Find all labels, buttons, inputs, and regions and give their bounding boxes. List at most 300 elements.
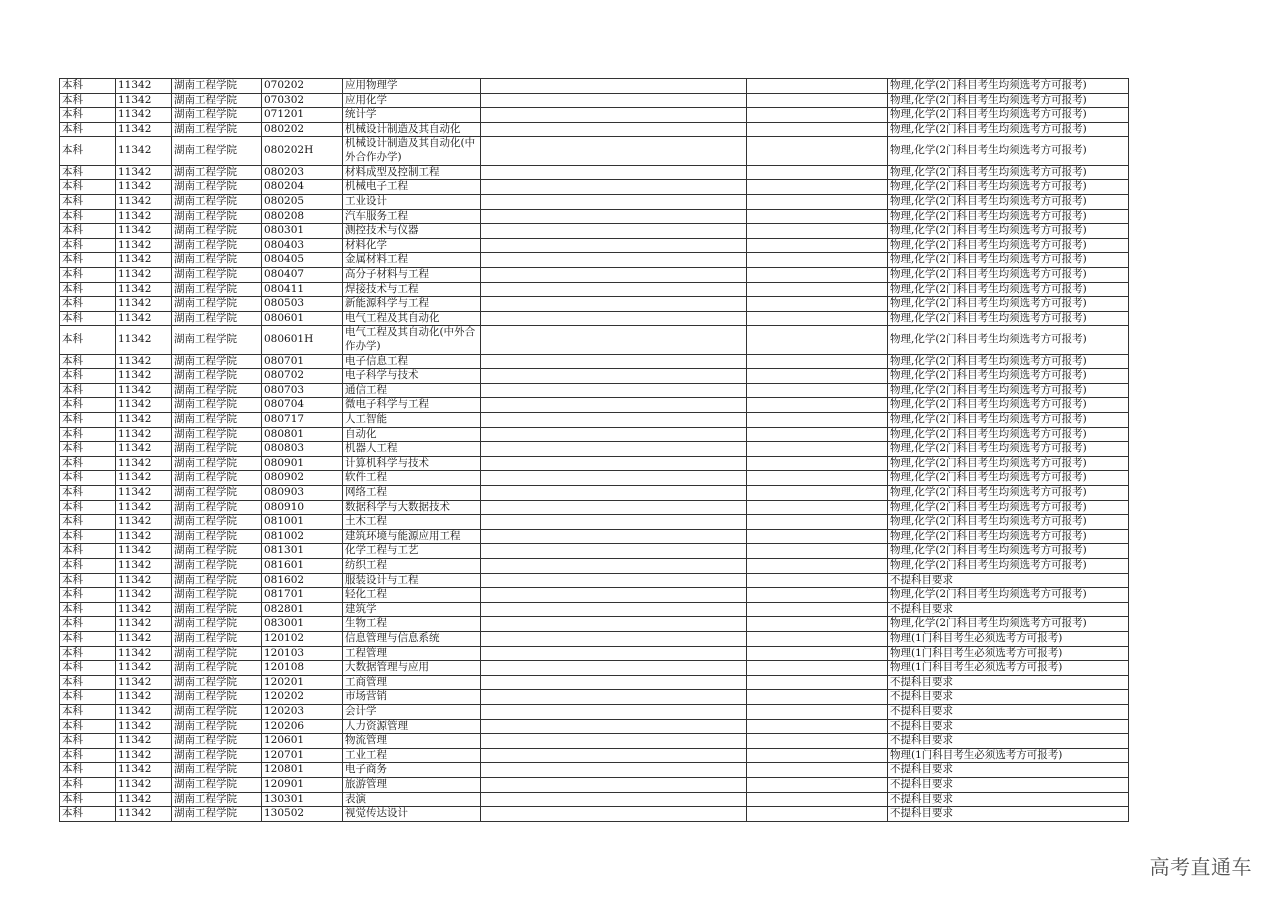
school-name-cell: 湖南工程学院: [172, 456, 262, 471]
subject-requirement-cell: 物理,化学(2门科目考生均须选考方可报考): [888, 165, 1129, 180]
table-row: [60, 354, 1129, 369]
table-row: [60, 734, 1129, 749]
major-code-cell: 080204: [262, 180, 343, 195]
blank-cell: [747, 792, 888, 807]
school-code-cell: 11342: [116, 108, 172, 123]
school-name-cell: 湖南工程学院: [172, 383, 262, 398]
school-code-cell: 11342: [116, 180, 172, 195]
blank-cell: [747, 108, 888, 123]
subject-requirement-cell: 物理,化学(2门科目考生均须选考方可报考): [888, 471, 1129, 486]
school-code-cell: 11342: [116, 282, 172, 297]
subject-requirement-cell: 物理,化学(2门科目考生均须选考方可报考): [888, 108, 1129, 123]
major-code-cell: 120901: [262, 777, 343, 792]
school-name-cell: 湖南工程学院: [172, 734, 262, 749]
table-row: [60, 253, 1129, 268]
level-cell: 本科: [60, 238, 116, 253]
school-name-cell: 湖南工程学院: [172, 224, 262, 239]
table-row: [60, 661, 1129, 676]
blank-cell: [481, 137, 747, 165]
major-name-cell: 机械电子工程: [343, 180, 481, 195]
major-code-cell: 080703: [262, 383, 343, 398]
major-code-cell: 070302: [262, 93, 343, 108]
school-name-cell: 湖南工程学院: [172, 500, 262, 515]
major-code-cell: 081301: [262, 544, 343, 559]
level-cell: 本科: [60, 253, 116, 268]
major-code-cell: 080717: [262, 413, 343, 428]
blank-cell: [481, 209, 747, 224]
school-code-cell: 11342: [116, 704, 172, 719]
school-name-cell: 湖南工程学院: [172, 675, 262, 690]
blank-cell: [481, 500, 747, 515]
school-name-cell: 湖南工程学院: [172, 807, 262, 822]
table-row: [60, 209, 1129, 224]
blank-cell: [747, 486, 888, 501]
subject-requirement-cell: 物理,化学(2门科目考生均须选考方可报考): [888, 79, 1129, 94]
level-cell: 本科: [60, 646, 116, 661]
level-cell: 本科: [60, 194, 116, 209]
blank-cell: [481, 442, 747, 457]
school-code-cell: 11342: [116, 456, 172, 471]
subject-requirement-cell: 不提科目要求: [888, 734, 1129, 749]
subject-requirement-cell: 不提科目要求: [888, 675, 1129, 690]
level-cell: 本科: [60, 588, 116, 603]
school-code-cell: 11342: [116, 719, 172, 734]
school-code-cell: 11342: [116, 559, 172, 574]
blank-cell: [481, 427, 747, 442]
blank-cell: [747, 267, 888, 282]
table-row: [60, 456, 1129, 471]
major-code-cell: 080903: [262, 486, 343, 501]
school-code-cell: 11342: [116, 777, 172, 792]
blank-cell: [747, 675, 888, 690]
school-code-cell: 11342: [116, 748, 172, 763]
table-row: [60, 165, 1129, 180]
school-code-cell: 11342: [116, 573, 172, 588]
level-cell: 本科: [60, 690, 116, 705]
major-code-cell: 120601: [262, 734, 343, 749]
blank-cell: [481, 253, 747, 268]
school-name-cell: 湖南工程学院: [172, 326, 262, 354]
blank-cell: [481, 661, 747, 676]
level-cell: 本科: [60, 165, 116, 180]
major-name-cell: 生物工程: [343, 617, 481, 632]
table-row: [60, 500, 1129, 515]
subject-requirement-cell: 物理(1门科目考生必须选考方可报考): [888, 631, 1129, 646]
blank-cell: [481, 631, 747, 646]
school-name-cell: 湖南工程学院: [172, 253, 262, 268]
watermark-logo-text: 高考直通车: [1149, 855, 1252, 879]
level-cell: 本科: [60, 369, 116, 384]
level-cell: 本科: [60, 398, 116, 413]
subject-requirement-cell: 物理,化学(2门科目考生均须选考方可报考): [888, 238, 1129, 253]
subject-requirement-cell: 物理(1门科目考生必须选考方可报考): [888, 748, 1129, 763]
school-code-cell: 11342: [116, 617, 172, 632]
level-cell: 本科: [60, 354, 116, 369]
major-code-cell: 120801: [262, 763, 343, 778]
major-code-cell: 080704: [262, 398, 343, 413]
level-cell: 本科: [60, 661, 116, 676]
blank-cell: [747, 442, 888, 457]
school-code-cell: 11342: [116, 675, 172, 690]
school-code-cell: 11342: [116, 734, 172, 749]
school-name-cell: 湖南工程学院: [172, 398, 262, 413]
school-name-cell: 湖南工程学院: [172, 704, 262, 719]
blank-cell: [747, 137, 888, 165]
level-cell: 本科: [60, 267, 116, 282]
major-name-cell: 土木工程: [343, 515, 481, 530]
school-code-cell: 11342: [116, 413, 172, 428]
table-row: [60, 224, 1129, 239]
major-name-cell: 材料化学: [343, 238, 481, 253]
blank-cell: [481, 93, 747, 108]
level-cell: 本科: [60, 559, 116, 574]
table-row: [60, 646, 1129, 661]
level-cell: 本科: [60, 602, 116, 617]
blank-cell: [481, 456, 747, 471]
major-name-cell: 应用物理学: [343, 79, 481, 94]
school-name-cell: 湖南工程学院: [172, 471, 262, 486]
subject-requirement-cell: 物理,化学(2门科目考生均须选考方可报考): [888, 617, 1129, 632]
major-code-cell: 080202H: [262, 137, 343, 165]
table-row: [60, 529, 1129, 544]
major-code-cell: 080405: [262, 253, 343, 268]
level-cell: 本科: [60, 529, 116, 544]
major-code-cell: 120202: [262, 690, 343, 705]
major-name-cell: 工商管理: [343, 675, 481, 690]
level-cell: 本科: [60, 500, 116, 515]
school-code-cell: 11342: [116, 442, 172, 457]
school-code-cell: 11342: [116, 311, 172, 326]
major-code-cell: 080301: [262, 224, 343, 239]
school-code-cell: 11342: [116, 267, 172, 282]
level-cell: 本科: [60, 763, 116, 778]
school-code-cell: 11342: [116, 602, 172, 617]
table-row: [60, 792, 1129, 807]
table-row: [60, 137, 1129, 165]
table-row: [60, 326, 1129, 354]
school-name-cell: 湖南工程学院: [172, 427, 262, 442]
blank-cell: [747, 383, 888, 398]
major-code-cell: 081602: [262, 573, 343, 588]
subject-requirement-cell: 物理,化学(2门科目考生均须选考方可报考): [888, 500, 1129, 515]
subject-requirement-cell: 物理,化学(2门科目考生均须选考方可报考): [888, 456, 1129, 471]
blank-cell: [481, 515, 747, 530]
table-row: [60, 748, 1129, 763]
major-name-cell: 机械设计制造及其自动化(中外合作办学): [343, 137, 481, 165]
blank-cell: [747, 369, 888, 384]
subject-requirement-table: [59, 78, 1129, 822]
subject-requirement-cell: 不提科目要求: [888, 807, 1129, 822]
table-body: [60, 79, 1129, 822]
subject-requirement-cell: 物理,化学(2门科目考生均须选考方可报考): [888, 369, 1129, 384]
table-row: [60, 413, 1129, 428]
blank-cell: [481, 763, 747, 778]
school-code-cell: 11342: [116, 427, 172, 442]
blank-cell: [481, 544, 747, 559]
blank-cell: [747, 763, 888, 778]
school-code-cell: 11342: [116, 137, 172, 165]
subject-requirement-cell: 不提科目要求: [888, 573, 1129, 588]
school-name-cell: 湖南工程学院: [172, 690, 262, 705]
major-code-cell: 083001: [262, 617, 343, 632]
subject-requirement-cell: 物理,化学(2门科目考生均须选考方可报考): [888, 326, 1129, 354]
major-name-cell: 自动化: [343, 427, 481, 442]
subject-requirement-cell: 物理,化学(2门科目考生均须选考方可报考): [888, 253, 1129, 268]
school-name-cell: 湖南工程学院: [172, 311, 262, 326]
level-cell: 本科: [60, 79, 116, 94]
blank-cell: [747, 617, 888, 632]
blank-cell: [747, 79, 888, 94]
blank-cell: [747, 354, 888, 369]
major-name-cell: 测控技术与仪器: [343, 224, 481, 239]
school-name-cell: 湖南工程学院: [172, 544, 262, 559]
subject-requirement-cell: 物理,化学(2门科目考生均须选考方可报考): [888, 354, 1129, 369]
major-code-cell: 080208: [262, 209, 343, 224]
school-name-cell: 湖南工程学院: [172, 180, 262, 195]
major-code-cell: 080203: [262, 165, 343, 180]
major-code-cell: 120201: [262, 675, 343, 690]
blank-cell: [481, 326, 747, 354]
table-row: [60, 559, 1129, 574]
school-name-cell: 湖南工程学院: [172, 588, 262, 603]
subject-requirement-cell: 物理,化学(2门科目考生均须选考方可报考): [888, 194, 1129, 209]
school-code-cell: 11342: [116, 646, 172, 661]
major-name-cell: 会计学: [343, 704, 481, 719]
major-code-cell: 080702: [262, 369, 343, 384]
major-name-cell: 高分子材料与工程: [343, 267, 481, 282]
table-row: [60, 515, 1129, 530]
school-name-cell: 湖南工程学院: [172, 559, 262, 574]
school-name-cell: 湖南工程学院: [172, 79, 262, 94]
school-name-cell: 湖南工程学院: [172, 748, 262, 763]
major-name-cell: 大数据管理与应用: [343, 661, 481, 676]
school-code-cell: 11342: [116, 398, 172, 413]
major-code-cell: 070202: [262, 79, 343, 94]
level-cell: 本科: [60, 807, 116, 822]
major-code-cell: 080601H: [262, 326, 343, 354]
school-name-cell: 湖南工程学院: [172, 282, 262, 297]
major-name-cell: 数据科学与大数据技术: [343, 500, 481, 515]
level-cell: 本科: [60, 122, 116, 137]
blank-cell: [481, 471, 747, 486]
subject-requirement-cell: 物理,化学(2门科目考生均须选考方可报考): [888, 427, 1129, 442]
school-code-cell: 11342: [116, 194, 172, 209]
subject-requirement-cell: 物理,化学(2门科目考生均须选考方可报考): [888, 311, 1129, 326]
school-code-cell: 11342: [116, 529, 172, 544]
blank-cell: [481, 486, 747, 501]
subject-requirement-cell: 物理,化学(2门科目考生均须选考方可报考): [888, 297, 1129, 312]
blank-cell: [747, 209, 888, 224]
major-code-cell: 080601: [262, 311, 343, 326]
major-name-cell: 电气工程及其自动化(中外合作办学): [343, 326, 481, 354]
blank-cell: [747, 559, 888, 574]
table-row: [60, 573, 1129, 588]
blank-cell: [481, 646, 747, 661]
major-code-cell: 080403: [262, 238, 343, 253]
major-name-cell: 统计学: [343, 108, 481, 123]
blank-cell: [481, 398, 747, 413]
blank-cell: [481, 311, 747, 326]
blank-cell: [481, 529, 747, 544]
subject-requirement-cell: 物理,化学(2门科目考生均须选考方可报考): [888, 180, 1129, 195]
table-row: [60, 675, 1129, 690]
major-name-cell: 视觉传达设计: [343, 807, 481, 822]
blank-cell: [481, 297, 747, 312]
blank-cell: [747, 734, 888, 749]
major-name-cell: 工业设计: [343, 194, 481, 209]
major-code-cell: 120701: [262, 748, 343, 763]
blank-cell: [481, 267, 747, 282]
school-name-cell: 湖南工程学院: [172, 413, 262, 428]
blank-cell: [481, 807, 747, 822]
school-name-cell: 湖南工程学院: [172, 777, 262, 792]
blank-cell: [747, 807, 888, 822]
major-code-cell: 130502: [262, 807, 343, 822]
blank-cell: [481, 224, 747, 239]
blank-cell: [481, 165, 747, 180]
school-code-cell: 11342: [116, 690, 172, 705]
subject-requirement-cell: 物理,化学(2门科目考生均须选考方可报考): [888, 588, 1129, 603]
subject-requirement-cell: 物理(1门科目考生必须选考方可报考): [888, 646, 1129, 661]
table-row: [60, 180, 1129, 195]
school-code-cell: 11342: [116, 486, 172, 501]
level-cell: 本科: [60, 209, 116, 224]
level-cell: 本科: [60, 282, 116, 297]
major-name-cell: 建筑学: [343, 602, 481, 617]
blank-cell: [481, 792, 747, 807]
major-code-cell: 080902: [262, 471, 343, 486]
school-name-cell: 湖南工程学院: [172, 661, 262, 676]
subject-requirement-cell: 物理,化学(2门科目考生均须选考方可报考): [888, 442, 1129, 457]
school-code-cell: 11342: [116, 763, 172, 778]
subject-requirement-cell: 物理,化学(2门科目考生均须选考方可报考): [888, 137, 1129, 165]
major-code-cell: 080701: [262, 354, 343, 369]
major-name-cell: 材料成型及控制工程: [343, 165, 481, 180]
school-name-cell: 湖南工程学院: [172, 122, 262, 137]
major-name-cell: 建筑环境与能源应用工程: [343, 529, 481, 544]
major-name-cell: 软件工程: [343, 471, 481, 486]
blank-cell: [747, 456, 888, 471]
school-name-cell: 湖南工程学院: [172, 792, 262, 807]
blank-cell: [747, 602, 888, 617]
school-name-cell: 湖南工程学院: [172, 763, 262, 778]
school-name-cell: 湖南工程学院: [172, 93, 262, 108]
school-code-cell: 11342: [116, 122, 172, 137]
school-name-cell: 湖南工程学院: [172, 194, 262, 209]
table-row: [60, 486, 1129, 501]
school-code-cell: 11342: [116, 165, 172, 180]
table-row: [60, 267, 1129, 282]
blank-cell: [747, 180, 888, 195]
blank-cell: [747, 748, 888, 763]
school-code-cell: 11342: [116, 515, 172, 530]
level-cell: 本科: [60, 675, 116, 690]
blank-cell: [481, 282, 747, 297]
major-code-cell: 081002: [262, 529, 343, 544]
table-row: [60, 282, 1129, 297]
school-name-cell: 湖南工程学院: [172, 442, 262, 457]
table-row: [60, 79, 1129, 94]
level-cell: 本科: [60, 719, 116, 734]
table-row: [60, 807, 1129, 822]
school-code-cell: 11342: [116, 209, 172, 224]
blank-cell: [747, 529, 888, 544]
subject-requirement-cell: 物理,化学(2门科目考生均须选考方可报考): [888, 529, 1129, 544]
blank-cell: [747, 311, 888, 326]
school-name-cell: 湖南工程学院: [172, 515, 262, 530]
school-name-cell: 湖南工程学院: [172, 354, 262, 369]
major-code-cell: 120103: [262, 646, 343, 661]
subject-requirement-cell: 物理,化学(2门科目考生均须选考方可报考): [888, 486, 1129, 501]
blank-cell: [747, 515, 888, 530]
school-name-cell: 湖南工程学院: [172, 646, 262, 661]
blank-cell: [747, 253, 888, 268]
major-code-cell: 081601: [262, 559, 343, 574]
subject-requirement-cell: 物理(1门科目考生必须选考方可报考): [888, 661, 1129, 676]
subject-requirement-cell: 物理,化学(2门科目考生均须选考方可报考): [888, 413, 1129, 428]
table-row: [60, 442, 1129, 457]
major-code-cell: 120206: [262, 719, 343, 734]
blank-cell: [747, 282, 888, 297]
school-name-cell: 湖南工程学院: [172, 631, 262, 646]
blank-cell: [747, 398, 888, 413]
blank-cell: [481, 573, 747, 588]
level-cell: 本科: [60, 544, 116, 559]
table-row: [60, 602, 1129, 617]
major-name-cell: 纺织工程: [343, 559, 481, 574]
major-code-cell: 080202: [262, 122, 343, 137]
blank-cell: [747, 122, 888, 137]
level-cell: 本科: [60, 383, 116, 398]
blank-cell: [481, 108, 747, 123]
major-name-cell: 人工智能: [343, 413, 481, 428]
table-row: [60, 108, 1129, 123]
table-row: [60, 471, 1129, 486]
school-code-cell: 11342: [116, 383, 172, 398]
blank-cell: [747, 631, 888, 646]
subject-requirement-cell: 物理,化学(2门科目考生均须选考方可报考): [888, 93, 1129, 108]
major-name-cell: 机器人工程: [343, 442, 481, 457]
major-code-cell: 082801: [262, 602, 343, 617]
table-row: [60, 544, 1129, 559]
school-code-cell: 11342: [116, 661, 172, 676]
school-code-cell: 11342: [116, 238, 172, 253]
level-cell: 本科: [60, 734, 116, 749]
blank-cell: [481, 122, 747, 137]
major-code-cell: 120102: [262, 631, 343, 646]
major-code-cell: 080910: [262, 500, 343, 515]
school-code-cell: 11342: [116, 792, 172, 807]
school-name-cell: 湖南工程学院: [172, 529, 262, 544]
major-name-cell: 工程管理: [343, 646, 481, 661]
table-row: [60, 93, 1129, 108]
school-code-cell: 11342: [116, 79, 172, 94]
level-cell: 本科: [60, 777, 116, 792]
school-name-cell: 湖南工程学院: [172, 108, 262, 123]
major-code-cell: 080803: [262, 442, 343, 457]
school-code-cell: 11342: [116, 588, 172, 603]
school-code-cell: 11342: [116, 471, 172, 486]
major-name-cell: 轻化工程: [343, 588, 481, 603]
blank-cell: [481, 690, 747, 705]
school-code-cell: 11342: [116, 297, 172, 312]
blank-cell: [747, 588, 888, 603]
level-cell: 本科: [60, 748, 116, 763]
school-name-cell: 湖南工程学院: [172, 209, 262, 224]
school-code-cell: 11342: [116, 224, 172, 239]
major-code-cell: 071201: [262, 108, 343, 123]
table-row: [60, 777, 1129, 792]
